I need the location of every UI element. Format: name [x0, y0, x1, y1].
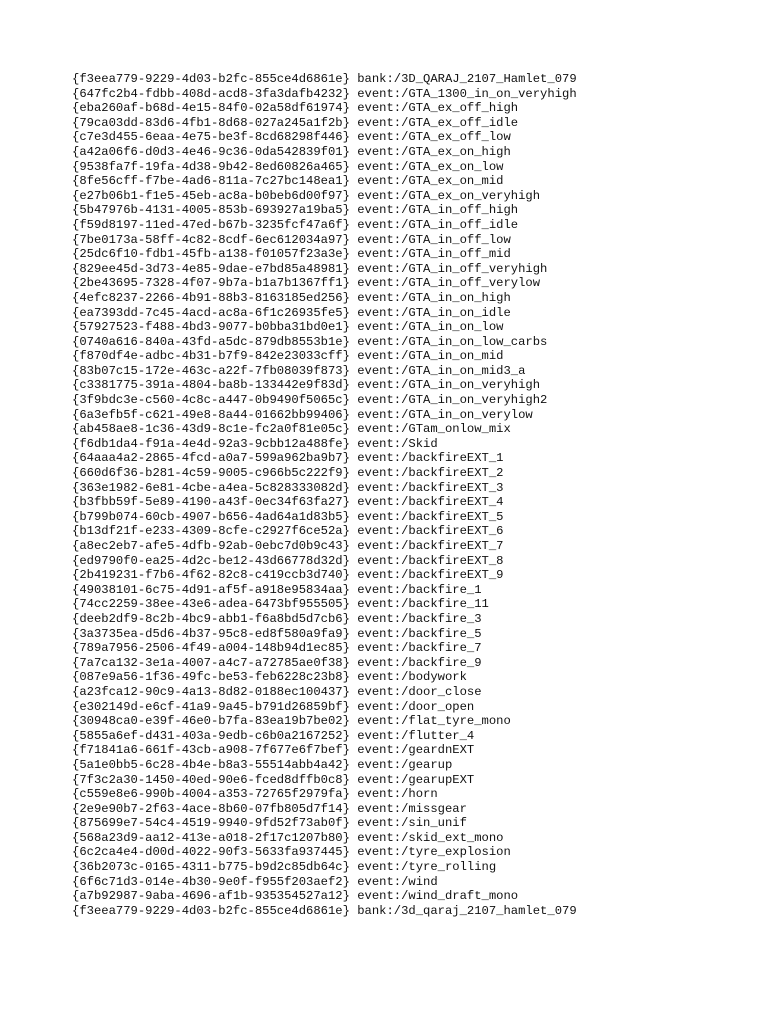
column-gap [350, 787, 357, 802]
guid-text: {c7e3d455-6eaa-4e75-be3f-8cd68298f446} [72, 130, 350, 145]
path-text: event:/backfire_1 [357, 582, 482, 597]
path-text: event:/tyre_rolling [357, 860, 497, 875]
guid-text: {f870df4e-adbc-4b31-b7f9-842e23033cff} [72, 349, 350, 364]
guid-text: {f3eea779-9229-4d03-b2fc-855ce4d6861e} [72, 72, 350, 86]
guid-text: {3f9bdc3e-c560-4c8c-a447-0b9490f5065c} [72, 393, 350, 408]
path-text: event:/GTA_in_on_veryhigh2 [357, 393, 548, 408]
path-text: event:/GTA_in_on_low [357, 320, 504, 335]
guid-text: {6f6c71d3-014e-4b30-9e0f-f955f203aef2} [72, 874, 350, 889]
column-gap [350, 174, 357, 189]
list-item [72, 262, 752, 277]
guid-text: {a7b92987-9aba-4696-af1b-935354527a12} [72, 889, 350, 904]
path-text: event:/GTA_ex_on_veryhigh [357, 188, 541, 203]
path-text: event:/GTA_ex_on_high [357, 144, 511, 159]
guid-text: {eba260af-b68d-4e15-84f0-02a58df61974} [72, 101, 350, 116]
path-text: event:/GTA_ex_off_low [357, 130, 511, 145]
list-item [72, 583, 752, 598]
path-text: event:/GTA_in_off_idle [357, 217, 519, 232]
column-gap [350, 481, 357, 496]
list-item [72, 393, 752, 408]
list-item [72, 787, 752, 802]
path-text: event:/skid_ext_mono [357, 830, 504, 845]
guid-text: {f6db1da4-f91a-4e4d-92a3-9cbb12a488fe} [72, 436, 350, 451]
guid-text: {a23fca12-90c9-4a13-8d82-0188ec100437} [72, 684, 350, 699]
list-item [72, 481, 752, 496]
column-gap [350, 437, 357, 452]
path-text: event:/door_open [357, 699, 475, 714]
path-text: event:/flat_tyre_mono [357, 714, 511, 729]
column-gap [350, 203, 357, 218]
list-item [72, 130, 752, 145]
list-item [72, 612, 752, 627]
list-item [72, 729, 752, 744]
column-gap [350, 583, 357, 598]
column-gap [350, 685, 357, 700]
guid-text: {f59d8197-11ed-47ed-b67b-3235fcf47a6f} [72, 217, 350, 232]
guid-text: {64aaa4a2-2865-4fcd-a0a7-599a962ba9b7} [72, 451, 350, 466]
list-item [72, 510, 752, 525]
list-item [72, 773, 752, 788]
list-item [72, 72, 752, 87]
column-gap [350, 364, 357, 379]
path-text: event:/geardnEXT [357, 743, 475, 758]
column-gap [350, 729, 357, 744]
column-gap [350, 700, 357, 715]
list-item [72, 160, 752, 175]
guid-text: {829ee45d-3d73-4e85-9dae-e7bd85a48981} [72, 261, 350, 276]
path-text: event:/backfireEXT_5 [357, 509, 504, 524]
list-item [72, 466, 752, 481]
list-item [72, 685, 752, 700]
path-text: event:/GTA_in_off_low [357, 232, 511, 247]
path-text: event:/GTA_ex_on_low [357, 159, 504, 174]
list-item [72, 875, 752, 890]
column-gap [350, 758, 357, 773]
guid-text: {83b07c15-172e-463c-a22f-7fb08039f873} [72, 363, 350, 378]
guid-text: {087e9a56-1f36-49fc-be53-feb6228c23b8} [72, 670, 350, 685]
path-text: event:/backfireEXT_1 [357, 451, 504, 466]
guid-text: {789a7956-2506-4f49-a004-148b94d1ec85} [72, 641, 350, 656]
column-gap [350, 116, 357, 131]
column-gap [350, 597, 357, 612]
column-gap [350, 262, 357, 277]
column-gap [350, 510, 357, 525]
path-text: event:/GTam_onlow_mix [357, 422, 511, 437]
list-item [72, 656, 752, 671]
guid-text: {9538fa7f-19fa-4d38-9b42-8ed60826a465} [72, 159, 350, 174]
list-item [72, 335, 752, 350]
path-text: event:/backfireEXT_4 [357, 495, 504, 510]
list-item [72, 889, 752, 904]
path-text: event:/GTA_in_off_verylow [357, 276, 541, 291]
guid-text: {647fc2b4-fdbb-408d-acd8-3fa3dafb4232} [72, 86, 350, 101]
column-gap [350, 539, 357, 554]
list-item [72, 451, 752, 466]
path-text: event:/GTA_in_on_verylow [357, 407, 533, 422]
path-text: event:/wind_draft_mono [357, 889, 519, 904]
column-gap [350, 860, 357, 875]
list-item [72, 627, 752, 642]
path-text: event:/horn [357, 787, 438, 802]
path-text: event:/Skid [357, 436, 438, 451]
guid-text: {f3eea779-9229-4d03-b2fc-855ce4d6861e} [72, 903, 350, 918]
column-gap [350, 408, 357, 423]
guid-text: {a42a06f6-d0d3-4e46-9c36-0da542839f01} [72, 144, 350, 159]
guid-text: {5855a6ef-d431-403a-9edb-c6b0a2167252} [72, 728, 350, 743]
column-gap [350, 845, 357, 860]
list-item [72, 101, 752, 116]
list-item [72, 524, 752, 539]
path-text: event:/GTA_ex_off_idle [357, 115, 519, 130]
list-item [72, 203, 752, 218]
guid-text: {c3381775-391a-4804-ba8b-133442e9f83d} [72, 378, 350, 393]
column-gap [350, 276, 357, 291]
list-item [72, 364, 752, 379]
column-gap [350, 743, 357, 758]
list-item [72, 276, 752, 291]
list-item [72, 554, 752, 569]
guid-text: {4efc8237-2266-4b91-88b3-8163185ed256} [72, 290, 350, 305]
column-gap [350, 160, 357, 175]
list-item [72, 597, 752, 612]
guid-text: {ed9790f0-ea25-4d2c-be12-43d66778d32d} [72, 553, 350, 568]
guid-text: {f71841a6-661f-43cb-a908-7f677e6f7bef} [72, 743, 350, 758]
path-text: event:/backfire_3 [357, 611, 482, 626]
guid-text: {5a1e0bb5-6c28-4b4e-b8a3-55514abb4a42} [72, 757, 350, 772]
path-text: event:/bodywork [357, 670, 467, 685]
list-item [72, 189, 752, 204]
guid-text: {6a3efb5f-c621-49e8-8a44-01662bb99406} [72, 407, 350, 422]
list-item [72, 320, 752, 335]
list-item [72, 218, 752, 233]
column-gap [350, 831, 357, 846]
path-text: event:/gearup [357, 757, 453, 772]
list-item [72, 437, 752, 452]
list-item [72, 845, 752, 860]
path-text: event:/GTA_ex_on_mid [357, 174, 504, 189]
guid-text: {b799b074-60cb-4907-b656-4ad64a1d83b5} [72, 509, 350, 524]
column-gap [350, 773, 357, 788]
guid-text: {7a7ca132-3e1a-4007-a4c7-a72785ae0f38} [72, 655, 350, 670]
column-gap [350, 349, 357, 364]
document-page [72, 72, 752, 918]
list-item [72, 291, 752, 306]
path-text: event:/GTA_in_on_mid3_a [357, 363, 526, 378]
guid-text: {e302149d-e6cf-41a9-9a45-b791d26859bf} [72, 699, 350, 714]
guid-text: {7be0173a-58ff-4c82-8cdf-6ec612034a97} [72, 232, 350, 247]
column-gap [350, 393, 357, 408]
guid-text: {30948ca0-e39f-46e0-b7fa-83ea19b7be02} [72, 714, 350, 729]
list-item [72, 247, 752, 262]
list-item [72, 233, 752, 248]
path-text: event:/backfireEXT_9 [357, 568, 504, 583]
guid-text: {ab458ae8-1c36-43d9-8c1e-fc2a0f81e05c} [72, 422, 350, 437]
path-text: bank:/3D_QARAJ_2107_Hamlet_079 [357, 72, 577, 86]
guid-text: {7f3c2a30-1450-40ed-90e6-fced8dffb0c8} [72, 772, 350, 787]
guid-text: {ea7393dd-7c45-4acd-ac8a-6f1c26935fe5} [72, 305, 350, 320]
column-gap [350, 816, 357, 831]
column-gap [350, 466, 357, 481]
column-gap [350, 247, 357, 262]
path-text: event:/gearupEXT [357, 772, 475, 787]
guid-text: {2be43695-7328-4f07-9b7a-b1a7b1367ff1} [72, 276, 350, 291]
column-gap [350, 568, 357, 583]
column-gap [350, 306, 357, 321]
guid-text: {c559e8e6-990b-4004-a353-72765f2979fa} [72, 787, 350, 802]
column-gap [350, 378, 357, 393]
column-gap [350, 335, 357, 350]
guid-text: {b3fbb59f-5e89-4190-a43f-0ec34f63fa27} [72, 495, 350, 510]
column-gap [350, 670, 357, 685]
list-item [72, 700, 752, 715]
path-text: event:/backfireEXT_6 [357, 524, 504, 539]
list-item [72, 831, 752, 846]
list-item [72, 306, 752, 321]
guid-text: {36b2073c-0165-4311-b775-b9d2c85db64c} [72, 860, 350, 875]
column-gap [350, 233, 357, 248]
column-gap [350, 875, 357, 890]
path-text: event:/GTA_in_on_mid [357, 349, 504, 364]
column-gap [350, 320, 357, 335]
list-item [72, 422, 752, 437]
list-item [72, 904, 752, 919]
list-item [72, 743, 752, 758]
path-text: event:/GTA_in_on_high [357, 290, 511, 305]
column-gap [350, 627, 357, 642]
guid-text: {660d6f36-b281-4c59-9005-c966b5c222f9} [72, 466, 350, 481]
path-text: event:/backfireEXT_2 [357, 466, 504, 481]
path-text: event:/backfire_5 [357, 626, 482, 641]
guid-text: {deeb2df9-8c2b-4bc9-abb1-f6a8bd5d7cb6} [72, 611, 350, 626]
path-text: event:/wind [357, 874, 438, 889]
list-item [72, 495, 752, 510]
guid-text: {57927523-f488-4bd3-9077-b0bba31bd0e1} [72, 320, 350, 335]
path-text: event:/backfire_11 [357, 597, 489, 612]
column-gap [350, 889, 357, 904]
path-text: event:/GTA_in_off_veryhigh [357, 261, 548, 276]
path-text: event:/backfireEXT_8 [357, 553, 504, 568]
column-gap [350, 145, 357, 160]
column-gap [350, 714, 357, 729]
guid-text: {875699e7-54c4-4519-9940-9fd52f73ab0f} [72, 816, 350, 831]
path-text: event:/GTA_in_on_low_carbs [357, 334, 548, 349]
guid-text: {b13df21f-e233-4309-8cfe-c2927f6ce52a} [72, 524, 350, 539]
column-gap [350, 422, 357, 437]
list-item [72, 860, 752, 875]
list-item [72, 568, 752, 583]
list-item [72, 539, 752, 554]
path-text: event:/backfireEXT_7 [357, 539, 504, 553]
path-text: event:/backfire_7 [357, 641, 482, 656]
path-text: event:/GTA_in_off_high [357, 203, 519, 218]
column-gap [350, 189, 357, 204]
list-item [72, 408, 752, 423]
guid-text: {3a3735ea-d5d6-4b37-95c8-ed8f580a9fa9} [72, 626, 350, 641]
list-item [72, 714, 752, 729]
list-item [72, 802, 752, 817]
guid-text: {25dc6f10-fdb1-45fb-a138-f01057f23a3e} [72, 247, 350, 262]
path-text: event:/backfireEXT_3 [357, 480, 504, 495]
guid-text: {0740a616-840a-43fd-a5dc-879db8553b1e} [72, 334, 350, 349]
column-gap [350, 87, 357, 102]
path-text: event:/tyre_explosion [357, 845, 511, 860]
guid-text: {74cc2259-38ee-43e6-adea-6473bf955505} [72, 597, 350, 612]
guid-text: {49038101-6c75-4d91-af5f-a918e95834aa} [72, 582, 350, 597]
list-item [72, 349, 752, 364]
column-gap [350, 218, 357, 233]
path-text: bank:/3d_qaraj_2107_hamlet_079 [357, 903, 577, 918]
list-item [72, 641, 752, 656]
guid-text: {a8ec2eb7-afe5-4dfb-92ab-0ebc7d0b9c43} [72, 539, 350, 553]
column-gap [350, 72, 357, 87]
column-gap [350, 451, 357, 466]
list-item [72, 378, 752, 393]
guid-text: {6c2ca4e4-d00d-4022-90f3-5633fa937445} [72, 845, 350, 860]
path-text: event:/GTA_ex_off_high [357, 101, 519, 116]
guid-text: {363e1982-6e81-4cbe-a4ea-5c828333082d} [72, 480, 350, 495]
guid-text: {2b419231-f7b6-4f62-82c8-c419ccb3d740} [72, 568, 350, 583]
path-text: event:/missgear [357, 801, 467, 816]
list-item [72, 670, 752, 685]
path-text: event:/sin_unif [357, 816, 467, 831]
path-text: event:/GTA_in_on_idle [357, 305, 511, 320]
guid-text: {79ca03dd-83d6-4fb1-8d68-027a245a1f2b} [72, 115, 350, 130]
column-gap [350, 291, 357, 306]
path-text: event:/flutter_4 [357, 728, 475, 743]
column-gap [350, 641, 357, 656]
list-item [72, 116, 752, 131]
path-text: event:/GTA_in_on_veryhigh [357, 378, 541, 393]
column-gap [350, 612, 357, 627]
guid-text: {8fe56cff-f7be-4ad6-811a-7c27bc148ea1} [72, 174, 350, 189]
list-item [72, 174, 752, 189]
list-item [72, 758, 752, 773]
path-text: event:/door_close [357, 684, 482, 699]
guid-text: {2e9e90b7-2f63-4ace-8b60-07fb805d7f14} [72, 801, 350, 816]
guid-path-list [72, 72, 752, 918]
guid-text: {568a23d9-aa12-413e-a018-2f17c1207b80} [72, 830, 350, 845]
column-gap [350, 554, 357, 569]
path-text: event:/GTA_in_off_mid [357, 247, 511, 262]
list-item [72, 87, 752, 102]
column-gap [350, 802, 357, 817]
column-gap [350, 524, 357, 539]
list-item [72, 145, 752, 160]
guid-text: {e27b06b1-f1e5-45eb-ac8a-b0beb6d00f97} [72, 188, 350, 203]
guid-text: {5b47976b-4131-4005-853b-693927a19ba5} [72, 203, 350, 218]
column-gap [350, 904, 357, 919]
list-item [72, 816, 752, 831]
column-gap [350, 101, 357, 116]
column-gap [350, 130, 357, 145]
column-gap [350, 495, 357, 510]
path-text: event:/backfire_9 [357, 655, 482, 670]
column-gap [350, 656, 357, 671]
path-text: event:/GTA_1300_in_on_veryhigh [357, 86, 577, 101]
